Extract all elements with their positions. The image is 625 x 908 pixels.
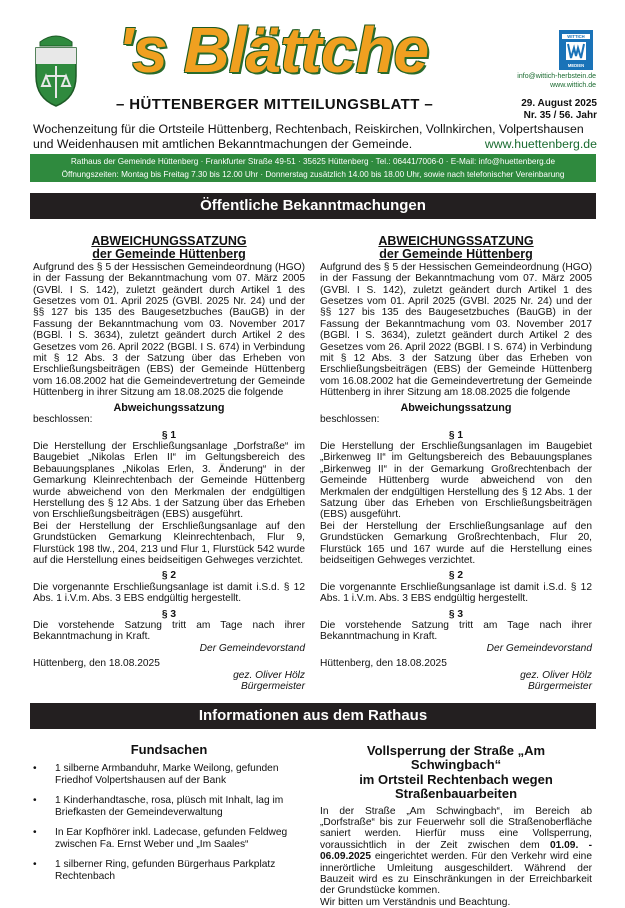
board-signature: Der Gemeindevorstand	[199, 642, 305, 654]
title-line-3: Straßenbauarbeiten	[394, 786, 518, 802]
paragraph-2-heading: § 2	[448, 570, 464, 582]
publisher-email[interactable]: info@wittich-herbstein.de	[517, 73, 596, 80]
issue-number: Nr. 35 / 56. Jahr	[523, 110, 597, 121]
paragraph-2-heading: § 2	[161, 570, 177, 582]
paragraph-3-text: Die vorstehende Satzung tritt am Tage nach ihrer Bekanntmachung in Kraft.	[33, 620, 305, 643]
list-item: • 1 silberner Ring, gefunden Bürgerhaus Parkplatz Rechtenbach	[33, 859, 305, 883]
paragraph-3-heading: § 3	[448, 608, 464, 620]
coat-of-arms-icon	[32, 28, 80, 108]
signer-role: Bürgermeister	[528, 681, 592, 693]
resolved-text: beschlossen:	[320, 414, 380, 426]
place-date: Hüttenberg, den 18.08.2025	[33, 658, 160, 670]
contact-address: Rathaus der Gemeinde Hüttenberg · Frankfurter Straße 49-51 · 35625 Hüttenberg · Tel.: 06441/7006-0 · E-Mail: info@huettenberg.de	[70, 157, 556, 166]
closure-dates: 01.09. - 06.09.2025	[320, 839, 592, 863]
paragraph-1-text: Die Herstellung der Erschließungsanlage „Dorfstraße“ im Baugebiet „Nikolas Erlen II“ im Geltungsbereich des Bebauungsplanes „Nikolas Erlen, 3. Änderung“ in der Gemarkung Kleinrechtenbach der Gemeinde Hüttenberg wurde abweichend von den Merkmalen der endgültigen Herstellung des § 12 Abs. 1 der Satzung über das Erheben von Erschließungsbeiträgen (EBS) ausgeführt.	[33, 440, 305, 521]
article-title: ABWEICHUNGSSATZUNG	[378, 234, 534, 248]
wittich-medien-logo-icon	[559, 30, 593, 70]
list-item: • 1 silberne Armbanduhr, Marke Weilong, gefunden Friedhof Volpertshausen auf der Bank	[33, 763, 305, 787]
road-closure-text-a: In der Straße „Am Schwingbach“, im Bereich ab „Dorfstraße“ bis zur Feuerwehr soll die Straßenoberfläche saniert werden. Hierfür muss eine Vollsperrung, voraussichtlich in der Zeit zwischen dem	[320, 805, 592, 851]
signer-name: gez. Oliver Hölz	[233, 669, 305, 681]
place-date: Hüttenberg, den 18.08.2025	[320, 658, 447, 670]
contact-bar	[30, 154, 596, 182]
article-subtitle: der Gemeinde Hüttenberg	[379, 247, 533, 262]
newspaper-title: 's Blättche	[118, 14, 429, 86]
article-right	[320, 235, 592, 692]
paragraph-2-text: Die vorgenannte Erschließungsanlage ist damit i.S.d. § 12 Abs. 1 i.V.m. Abs. 3 EBS endgültig hergestellt.	[320, 581, 592, 605]
tagline: Wochenzeitung für die Ortsteile Hüttenberg, Rechtenbach, Reiskirchen, Vollnkirchen, Volpertshausen und Weidenhausen mit amtlichen Bekanntmachungen der Gemeinde.	[33, 122, 584, 151]
subtitle: – HÜTTENBERGER MITTEILUNGSBLATT –	[116, 96, 434, 113]
signer-name: gez. Oliver Hölz	[520, 669, 592, 681]
title-line-2: im Ortsteil Rechtenbach wegen	[359, 771, 553, 787]
road-closure-text-b: eingerichtet werden. Für den Verkehr wird eine innerörtliche Umleitung ausgeschildert. Während der Bauzeit wird es zu Einschränkungen in der Erreichbarkeit der Grundstücke kommen.	[320, 851, 592, 897]
issue-date: 29. August 2025	[521, 98, 597, 109]
found-items-title: Fundsachen	[130, 742, 208, 757]
section-header-public: Öffentliche Bekanntmachungen	[30, 193, 596, 219]
road-closure	[320, 744, 592, 908]
article-title: ABWEICHUNGSSATZUNG	[91, 234, 247, 248]
resolved-text: beschlossen:	[33, 414, 93, 426]
board-signature: Der Gemeindevorstand	[486, 642, 592, 654]
paragraph-1-heading: § 1	[161, 429, 177, 441]
paragraph-1-heading: § 1	[448, 429, 464, 441]
paragraph-1-text-b: Bei der Herstellung der Erschließungsanlage auf den Grundstücken Gemarkung Kleinrechtenbach, Flur 9, Flurstück 198 tlw., 204, 213 und Flur 1, Flurstück 542 wurde auf die Herstellung eines beidseitigen Gehweges verzichtet.	[33, 520, 305, 566]
road-closure-closing: Wir bitten um Verständnis und Beachtung.	[320, 896, 511, 908]
article-intro: Aufgrund des § 5 der Hessischen Gemeindeordnung (HGO) in der Fassung der Bekanntmachung vom 07. März 2005 (GVBl. I S. 142), zuletzt geändert durch Artikel 1 des Gesetzes vom 01. April 2025 (GVBl. 2025 Nr. 24) und der §§ 127 bis 135 des Baugesetzbuches (BauGB) in der Fassung der Bekanntmachung vom 03. November 2017 (BGBl. I S. 3634), zuletzt geändert durch Artikel 2 des Gesetzes vom 26. April 2022 (BGBl. I S. 674) in Verbindung mit § 12 Abs. 3 der Satzung über das Erheben von Erschließungsbeiträgen (EBS) der Gemeinde Hüttenberg vom 16.08.2002 hat die Gemeindevertretung der Gemeinde Hüttenberg in ihrer Sitzung am 18.08.2025 die folgende	[320, 261, 592, 399]
paragraph-3-text: Die vorstehende Satzung tritt am Tage nach ihrer Bekanntmachung in Kraft.	[320, 620, 592, 643]
article-subtitle: der Gemeinde Hüttenberg	[92, 247, 246, 262]
opening-hours: Öffnungszeiten: Montag bis Freitag 7.30 bis 12.00 Uhr · Donnerstag zusätzlich 14.00 bis 18.00 Uhr, sowie nach telefonischer Vereinbarung	[61, 169, 565, 179]
title-line-1: Vollsperrung der Straße „Am Schwingbach“	[366, 743, 546, 773]
section-heading: Abweichungssatzung	[400, 401, 512, 414]
road-closure-text	[320, 806, 592, 897]
signer-role: Bürgermeister	[241, 681, 305, 693]
logo-bottom-text: MEDIEN	[567, 63, 585, 68]
article-intro: Aufgrund des § 5 der Hessischen Gemeindeordnung (HGO) in der Fassung der Bekanntmachung vom 07. März 2005 (GVBl. I S. 142), zuletzt geändert durch Artikel 1 des Gesetzes vom 01. April 2025 (GVBl. 2025 Nr. 24) und der §§ 127 bis 135 des Baugesetzbuches (BauGB) in der Fassung der Bekanntmachung vom 03. November 2017 (BGBl. I S. 3634), zuletzt geändert durch Artikel 2 des Gesetzes vom 26. April 2022 (BGBl. I S. 674) in Verbindung mit § 12 Abs. 3 der Satzung über das Erheben von Erschließungsbeiträgen (EBS) der Gemeinde Hüttenberg vom 16.08.2002 hat die Gemeindevertretung der Gemeinde Hüttenberg in ihrer Sitzung am 18.08.2025 die folgende	[33, 261, 305, 399]
section-header-info: Informationen aus dem Rathaus	[30, 703, 596, 729]
publisher-website[interactable]: www.wittich.de	[550, 82, 596, 89]
paragraph-1-text: Die Herstellung der Erschließungsanlagen im Baugebiet „Birkenweg II“ im Geltungsbereich des Bebauungsplanes „Birkenweg II“ in der Gemarkung Großrechtenbach der Gemeinde Hüttenberg wurde abweichend von den Merkmalen der endgültigen Herstellung des § 12 Abs. 1 der Satzung über das Erheben von Erschließungsbeiträgen (EBS) ausgeführt.	[320, 440, 592, 521]
list-item: • In Ear Kopfhörer inkl. Ladecase, gefunden Feldweg zwischen Fa. Ernst Weber und „Im Saales“	[33, 827, 305, 851]
article-left	[33, 235, 305, 692]
paragraph-2-text: Die vorgenannte Erschließungsanlage ist damit i.S.d. § 12 Abs. 1 i.V.m. Abs. 3 EBS endgültig hergestellt.	[33, 581, 305, 605]
road-closure-title	[320, 744, 592, 802]
logo-top-text: WITTICH	[567, 34, 585, 40]
municipality-website[interactable]: www.huettenberg.de	[484, 137, 597, 151]
paragraph-1-text-b: Bei der Herstellung der Erschließungsanlage auf den Grundstücken Gemarkung Großrechtenbach, Flur 20, Flurstück 165 und 167 wurde auf die Herstellung eines beidseitigen Gehweges verzichtet.	[320, 520, 592, 566]
found-items	[33, 744, 305, 891]
paragraph-3-heading: § 3	[161, 608, 177, 620]
list-item: • 1 Kinderhandtasche, rosa, plüsch mit Inhalt, lag im Briefkasten der Gemeindeverwaltung	[33, 795, 305, 819]
found-items-list	[33, 763, 305, 883]
section-heading: Abweichungssatzung	[113, 401, 225, 414]
